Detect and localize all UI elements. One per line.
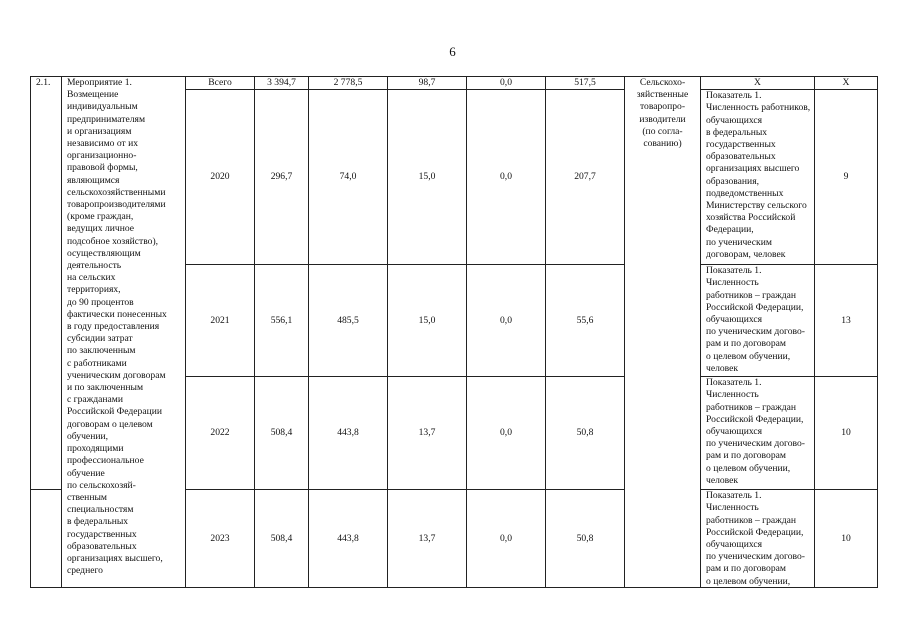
row-number-cell: 2.1.: [31, 77, 62, 490]
text-line: образования,: [706, 175, 760, 187]
text-line: по ученическим: [706, 236, 772, 248]
text-line: товаропро-: [639, 101, 686, 113]
text-line: осуществляющим: [67, 247, 141, 259]
funding-cell-3: 0,0: [467, 490, 546, 588]
funding-cell-1: 2 778,5: [309, 77, 388, 90]
text-line: Показатель 1.: [706, 377, 762, 389]
text-line: и организациям: [67, 125, 132, 137]
text-line: рам и по договорам: [706, 450, 786, 462]
text-line: по заключенным: [67, 345, 136, 357]
indicator-value-cell: 10: [815, 377, 878, 490]
executor-cell: [625, 77, 701, 588]
funding-cell-1: 443,8: [309, 490, 388, 588]
text-line: индивидуальным: [67, 101, 138, 113]
text-line: Х: [754, 77, 761, 88]
text-line: работников – граждан: [706, 289, 797, 301]
indicator-cell: [701, 490, 815, 588]
text-line: государственных: [706, 139, 776, 151]
funding-cell-3: 0,0: [467, 77, 546, 90]
year-cell: Всего: [186, 77, 255, 90]
text-line: ственным: [67, 491, 107, 503]
funding-cell-4: 50,8: [546, 377, 625, 490]
text-line: работников – граждан: [706, 514, 797, 526]
text-line: по ученическим догово-: [706, 438, 805, 450]
text-line: изводители: [639, 113, 686, 125]
text-line: Федерации,: [706, 224, 754, 236]
text-line: зяйственные: [636, 89, 689, 101]
text-line: с гражданами: [67, 394, 124, 406]
total-cell: 508,4: [255, 377, 309, 490]
funding-cell-4: 207,7: [546, 90, 625, 265]
funding-cell-2: 13,7: [388, 377, 467, 490]
text-line: человек: [706, 474, 739, 486]
text-line: человек: [706, 362, 739, 374]
funding-cell-2: 15,0: [388, 265, 467, 377]
indicator-value-cell: Х: [815, 77, 878, 90]
text-line: Показатель 1.: [706, 90, 762, 102]
text-line: государственных: [67, 528, 137, 540]
text-line: в году предоставления: [67, 321, 160, 333]
funding-cell-2: 15,0: [388, 90, 467, 265]
text-line: и по заключенным: [67, 382, 144, 394]
text-line: Министерству сельского: [706, 200, 807, 212]
program-events-table: [30, 76, 878, 588]
text-line: о целевом обучении,: [706, 350, 791, 362]
funding-cell-2: 13,7: [388, 490, 467, 588]
event-description: [67, 77, 183, 577]
text-line: рам и по договорам: [706, 338, 786, 350]
text-line: являющимся: [67, 174, 120, 186]
text-line: с работниками: [67, 357, 127, 369]
text-line: работников – граждан: [706, 401, 797, 413]
text-line: (по согла-: [642, 125, 683, 137]
text-line: договорам о целевом: [67, 418, 153, 430]
indicator-cell: [701, 77, 815, 90]
year-cell: 2022: [186, 377, 255, 490]
text-line: о целевом обучении,: [706, 462, 791, 474]
text-line: рам и по договорам: [706, 563, 786, 575]
event-description-cell: [62, 77, 186, 588]
text-line: предпринимателям: [67, 113, 146, 125]
text-line: Численность: [706, 389, 759, 401]
text-line: Российской Федерации,: [706, 526, 804, 538]
text-line: по ученическим догово-: [706, 551, 805, 563]
total-cell: 296,7: [255, 90, 309, 265]
funding-cell-4: 55,6: [546, 265, 625, 377]
indicator-value-cell: 13: [815, 265, 878, 377]
text-line: Сельскохо-: [639, 77, 686, 88]
text-line: субсидии затрат: [67, 333, 133, 345]
text-line: ученическим договорам: [67, 369, 166, 381]
total-cell: 3 394,7: [255, 77, 309, 90]
table-row: [31, 77, 878, 90]
total-cell: 556,1: [255, 265, 309, 377]
year-cell: 2021: [186, 265, 255, 377]
funding-cell-1: 485,5: [309, 265, 388, 377]
text-line: в федеральных: [67, 516, 129, 528]
year-cell: 2020: [186, 90, 255, 265]
text-line: до 90 процентов: [67, 296, 134, 308]
text-line: договорам, человек: [706, 248, 786, 260]
text-line: территориях,: [67, 284, 121, 296]
text-line: независимо от их: [67, 138, 139, 150]
text-line: (кроме граждан,: [67, 211, 134, 223]
text-line: обучающихся: [706, 426, 763, 438]
text-line: по сельскохозяй-: [67, 479, 136, 491]
text-line: фактически понесенных: [67, 308, 167, 320]
funding-cell-1: 443,8: [309, 377, 388, 490]
text-line: Российской Федерации,: [706, 301, 804, 313]
text-line: организациях высшего: [706, 163, 800, 175]
text-line: обучающихся: [706, 114, 763, 126]
text-line: сованию): [643, 138, 682, 150]
text-line: обучении,: [67, 430, 108, 442]
text-line: правовой формы,: [67, 162, 138, 174]
text-line: Численность: [706, 277, 759, 289]
text-line: организациях высшего,: [67, 552, 163, 564]
text-line: Численность работников,: [706, 102, 811, 114]
text-line: Российской Федерации: [67, 406, 162, 418]
executor: [627, 77, 698, 150]
text-line: обучение: [67, 467, 105, 479]
text-line: ведущих личное: [67, 223, 135, 235]
text-line: Возмещение: [67, 89, 119, 101]
funding-cell-4: 50,8: [546, 490, 625, 588]
text-line: обучающихся: [706, 539, 763, 551]
text-line: организационно-: [67, 150, 137, 162]
total-cell: 508,4: [255, 490, 309, 588]
text-line: среднего: [67, 565, 103, 577]
text-line: товаропроизводителями: [67, 199, 166, 211]
text-line: образовательных: [67, 540, 137, 552]
text-line: профессиональное: [67, 455, 144, 467]
text-line: Показатель 1.: [706, 490, 762, 502]
funding-cell-3: 0,0: [467, 265, 546, 377]
indicator-value-cell: 10: [815, 490, 878, 588]
text-line: Мероприятие 1.: [67, 77, 132, 88]
text-line: Численность: [706, 502, 759, 514]
text-line: подведомственных: [706, 187, 784, 199]
page-number: 6: [449, 44, 456, 59]
text-line: Показатель 1.: [706, 265, 762, 277]
row-number-cell-continued: [31, 490, 62, 588]
text-line: о целевом обучении,: [706, 575, 791, 587]
text-line: по ученическим догово-: [706, 326, 805, 338]
indicator-cell: [701, 377, 815, 490]
funding-cell-4: 517,5: [546, 77, 625, 90]
indicator-cell: [701, 265, 815, 377]
text-line: образовательных: [706, 151, 776, 163]
year-cell: 2023: [186, 490, 255, 588]
text-line: проходящими: [67, 443, 124, 455]
text-line: деятельность: [67, 260, 122, 272]
text-line: обучающихся: [706, 314, 763, 326]
funding-cell-3: 0,0: [467, 90, 546, 265]
funding-cell-1: 74,0: [309, 90, 388, 265]
indicator-cell: [701, 90, 815, 265]
text-line: специальностям: [67, 504, 134, 516]
funding-cell-2: 98,7: [388, 77, 467, 90]
text-line: Российской Федерации,: [706, 413, 804, 425]
indicator-value-cell: 9: [815, 90, 878, 265]
text-line: хозяйства Российской: [706, 212, 796, 224]
funding-cell-3: 0,0: [467, 377, 546, 490]
text-line: на сельских: [67, 272, 116, 284]
text-line: подсобное хозяйство),: [67, 235, 159, 247]
text-line: сельскохозяйственными: [67, 186, 166, 198]
text-line: в федеральных: [706, 126, 768, 138]
